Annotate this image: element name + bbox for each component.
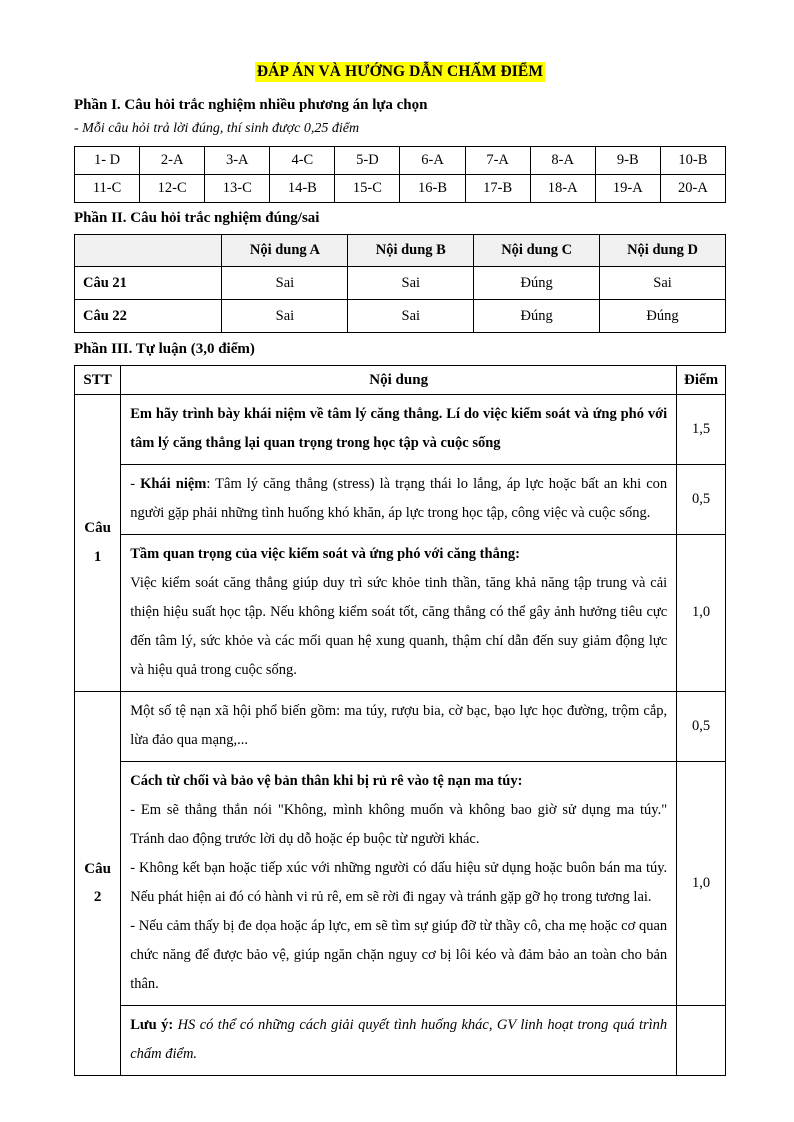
- stt-cell-cau2: [75, 691, 121, 1075]
- table-header-row: [75, 365, 726, 394]
- refusal-bullet: - Nếu cảm thấy bị đe dọa hoặc áp lực, em sẽ tìm sự giúp đỡ từ thầy cô, cha mẹ hoặc cơ quan chức năng để được bảo vệ, giúp ngăn chặn nguy cơ bị lôi kéo và đảm bảo an toàn cho bản thân.: [130, 917, 668, 992]
- essay-content-cell: [121, 394, 677, 464]
- tf-answer-cell: Sai: [600, 266, 726, 299]
- tf-column-header: Nội dung C: [474, 234, 600, 266]
- mc-answer-cell: 15-C: [335, 174, 400, 202]
- refusal-bullet: - Không kết bạn hoặc tiếp xúc với những người có dấu hiệu sử dụng hoặc buôn bán ma túy. Nếu phát hiện ai đó có hành vi rủ rê, em sẽ rời đi ngay và tránh gặp gỡ họ trong tương lai.: [130, 859, 668, 905]
- mc-answer-cell: 19-A: [595, 174, 660, 202]
- mc-answer-cell: 20-A: [660, 174, 725, 202]
- concept-paragraph: [130, 470, 667, 528]
- mc-answer-cell: 5-D: [335, 146, 400, 174]
- mc-answer-cell: 10-B: [660, 146, 725, 174]
- concept-body: : Tâm lý căng thẳng (stress) là trạng thái lo lắng, áp lực hoặc bất an khi con người gặp phải những tình huống khó khăn, áp lực trong học tập, công việc và cuộc sống.: [130, 475, 668, 521]
- table-row: [75, 464, 726, 534]
- part1-heading: Phần I. Câu hỏi trắc nghiệm nhiều phương án lựa chọn: [74, 96, 428, 113]
- mc-answer-cell: 3-A: [205, 146, 270, 174]
- table-row: [75, 394, 726, 464]
- refusal-bullet: - Em sẽ thẳng thắn nói "Không, mình không muốn và không bao giờ sử dụng ma túy." Tránh dao động trước lời dụ dỗ hoặc ép buộc từ người khác.: [130, 801, 668, 847]
- table-row: [75, 1005, 726, 1075]
- score-cell: 0,5: [677, 691, 726, 761]
- true-false-answers-table: [74, 234, 726, 333]
- table-header-row: [75, 234, 726, 266]
- tf-answer-cell: Sai: [348, 266, 474, 299]
- essay-content-cell: [121, 691, 677, 761]
- tf-answer-cell: Đúng: [600, 299, 726, 332]
- mc-answer-cell: 18-A: [530, 174, 595, 202]
- tf-answer-cell: Sai: [348, 299, 474, 332]
- score-cell: 1,0: [677, 534, 726, 691]
- essay-content-cell: [121, 761, 677, 1005]
- essay-content-cell: [121, 1005, 677, 1075]
- table-row: [75, 174, 726, 202]
- score-cell: 1,0: [677, 761, 726, 1005]
- tf-row-label: Câu 22: [75, 299, 222, 332]
- essay-header-stt: STT: [75, 365, 121, 394]
- tf-column-header: Nội dung B: [348, 234, 474, 266]
- essay-header-diem: Điểm: [677, 365, 726, 394]
- tf-answer-cell: Sai: [222, 299, 348, 332]
- mc-answer-cell: 17-B: [465, 174, 530, 202]
- importance-heading: Tầm quan trọng của việc kiểm soát và ứng phó với căng thẳng:: [130, 545, 520, 562]
- part1-scoring-note: - Mỗi câu hỏi trả lời đúng, thí sinh được 0,25 điểm: [74, 120, 360, 136]
- mc-answer-cell: 2-A: [140, 146, 205, 174]
- mc-answer-cell: 13-C: [205, 174, 270, 202]
- mc-answer-cell: 8-A: [530, 146, 595, 174]
- tf-corner-header: [75, 234, 222, 266]
- stt-cell-cau1: [75, 394, 121, 691]
- table-row: [75, 266, 726, 299]
- stt-label-line1: Câu: [84, 520, 111, 537]
- tf-answer-cell: Đúng: [474, 266, 600, 299]
- essay-header-noidung: Nội dung: [121, 365, 677, 394]
- part2-heading: Phần II. Câu hỏi trắc nghiệm đúng/sai: [74, 209, 320, 226]
- part3-heading: Phần III. Tự luận (3,0 điểm): [74, 340, 255, 357]
- mc-answer-cell: 12-C: [140, 174, 205, 202]
- question-prompt-text: Em hãy trình bày khái niệm về tâm lý căng thẳng. Lí do việc kiểm soát và ứng phó với tâm lý căng thẳng lại quan trọng trong học tập và cuộc sống: [130, 405, 668, 451]
- grading-note-body: HS có thể có những cách giải quyết tình huống khác, GV linh hoạt trong quá trình chấm điểm.: [130, 1016, 668, 1062]
- mc-answer-cell: 14-B: [270, 174, 335, 202]
- tf-column-header: Nội dung D: [600, 234, 726, 266]
- social-evils-paragraph: Một số tệ nạn xã hội phổ biến gồm: ma túy, rượu bia, cờ bạc, bạo lực học đường, trộm cắp, lừa đảo qua mạng,...: [130, 702, 668, 748]
- grading-note-label: Lưu ý:: [130, 1016, 174, 1033]
- concept-label: Khái niệm: [140, 475, 207, 492]
- table-row: [75, 761, 726, 1005]
- mc-answer-cell: 9-B: [595, 146, 660, 174]
- stt-label-line1: Câu: [84, 860, 111, 877]
- mc-answer-cell: 6-A: [400, 146, 465, 174]
- essay-answer-table: [74, 365, 726, 1076]
- refusal-heading: Cách từ chối và bảo vệ bản thân khi bị rủ rê vào tệ nạn ma túy:: [130, 772, 523, 789]
- document-title: ĐÁP ÁN VÀ HƯỚNG DẪN CHẤM ĐIỂM: [256, 63, 544, 80]
- table-row: [75, 534, 726, 691]
- score-cell: 1,5: [677, 394, 726, 464]
- table-row: [75, 146, 726, 174]
- bullet-prefix: -: [130, 475, 141, 492]
- score-cell: [677, 1005, 726, 1075]
- mc-answer-cell: 1- D: [75, 146, 140, 174]
- score-cell: 0,5: [677, 464, 726, 534]
- document-title-container: [74, 62, 726, 82]
- tf-answer-cell: Đúng: [474, 299, 600, 332]
- grading-note-paragraph: [130, 1011, 667, 1069]
- tf-row-label: Câu 21: [75, 266, 222, 299]
- essay-content-cell: [121, 464, 677, 534]
- table-row: [75, 299, 726, 332]
- tf-answer-cell: Sai: [222, 266, 348, 299]
- mc-answer-cell: 4-C: [270, 146, 335, 174]
- essay-content-cell: [121, 534, 677, 691]
- mc-answer-cell: 16-B: [400, 174, 465, 202]
- table-row: [75, 691, 726, 761]
- importance-body: Việc kiểm soát căng thẳng giúp duy trì sức khỏe tinh thần, tăng khả năng tập trung và cải thiện hiệu suất học tập. Nếu không kiểm soát tốt, căng thẳng có thể gây ảnh hưởng tiêu cực đến tâm lý, sức khỏe và các mối quan hệ xung quanh, thậm chí dẫn đến suy giảm động lực và hiệu quả trong cuộc sống.: [130, 574, 668, 678]
- multiple-choice-answers-table: [74, 146, 726, 203]
- stt-label-line2: 2: [93, 889, 102, 906]
- mc-answer-cell: 7-A: [465, 146, 530, 174]
- stt-label-line2: 1: [93, 548, 102, 565]
- mc-answer-cell: 11-C: [75, 174, 140, 202]
- tf-column-header: Nội dung A: [222, 234, 348, 266]
